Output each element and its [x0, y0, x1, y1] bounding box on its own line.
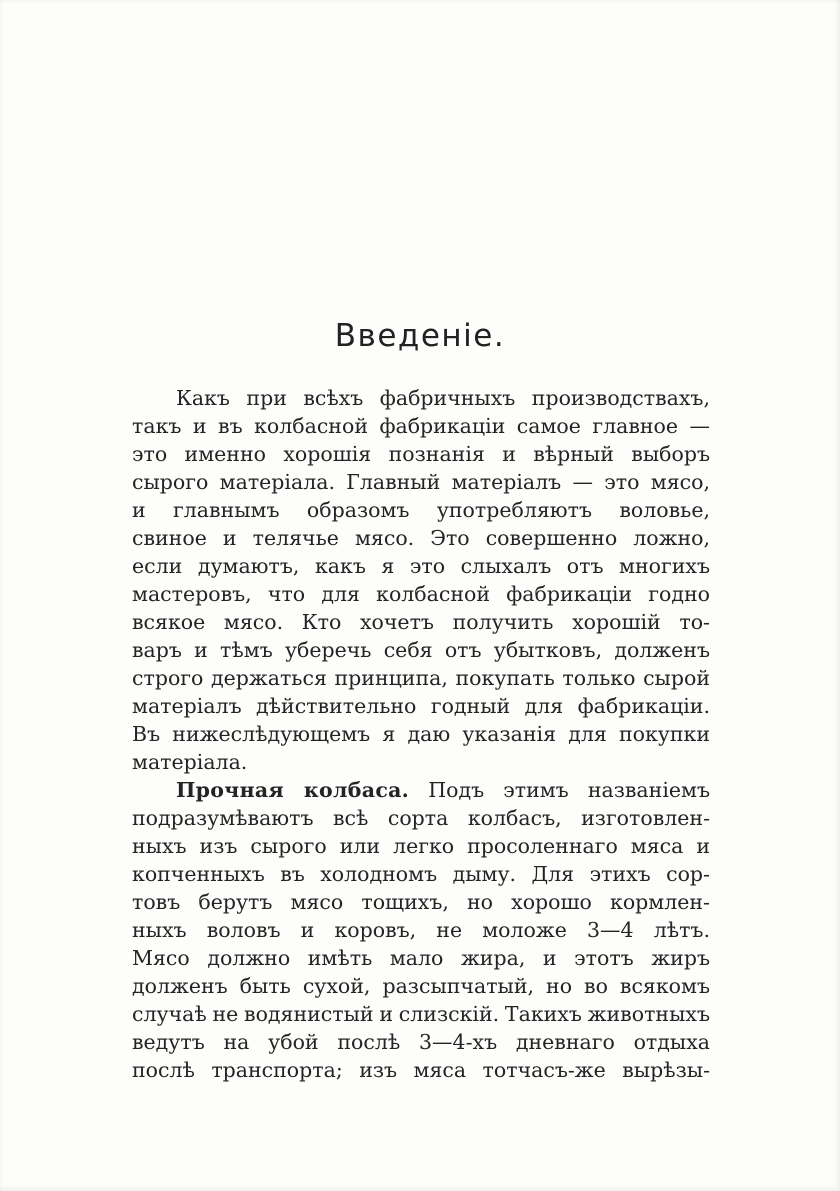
- text-line: если думаютъ, какъ я это слыхалъ отъ многихъ: [132, 554, 710, 578]
- text-line: и главнымъ образомъ употребляютъ воловье,: [132, 498, 710, 522]
- text-line: ныхъ изъ сырого или легко просоленнаго мяса и: [132, 834, 710, 858]
- text-line: ведутъ на убой послѣ 3—4-хъ дневнаго отдыха: [132, 1030, 710, 1054]
- paragraph-lead-rest: Подъ этимъ названіемъ: [428, 778, 710, 802]
- text-line: долженъ быть сухой, разсыпчатый, но во всякомъ: [132, 974, 710, 998]
- text-line: Въ нижеслѣдующемъ я даю указанія для покупки: [132, 722, 710, 746]
- text-line: Мясо должно имѣть мало жира, и этотъ жиръ: [132, 946, 710, 970]
- text-line: сырого матеріала. Главный матеріалъ — это мясо,: [132, 470, 710, 494]
- text-line: это именно хорошія познанія и вѣрный выборъ: [132, 442, 710, 466]
- text-line: мастеровъ, что для колбасной фабрикаціи годно: [132, 582, 710, 606]
- text-line: копченныхъ въ холодномъ дыму. Для этихъ сор-: [132, 862, 710, 886]
- text-line: [132, 776, 710, 804]
- text-line: всякое мясо. Кто хочетъ получить хорошій то-: [132, 610, 710, 634]
- text-line: Какъ при всѣхъ фабричныхъ производствахъ,: [176, 386, 710, 410]
- text-line: товъ берутъ мясо тощихъ, но хорошо кормлен-: [132, 890, 710, 914]
- paragraph-lead-bold: Прочная колбаса.: [176, 778, 410, 802]
- text-line: такъ и въ колбасной фабрикаціи самое главное —: [132, 414, 710, 438]
- text-line: случаѣ не водянистый и слизскій. Такихъ животныхъ: [132, 1002, 710, 1026]
- text-line: матеріалъ дѣйствительно годный для фабрикаціи.: [132, 694, 710, 718]
- page-title: Введеніе.: [334, 318, 506, 354]
- text-line: послѣ транспорта; изъ мяса тотчасъ-же вырѣзы-: [132, 1058, 710, 1082]
- text-line: варъ и тѣмъ уберечь себя отъ убытковъ, долженъ: [132, 638, 710, 662]
- text-line: подразумѣваютъ всѣ сорта колбасъ, изготовлен-: [132, 806, 710, 830]
- paragraph-intro: [132, 384, 710, 776]
- text-line: свиное и телячье мясо. Это совершенно ложно,: [132, 526, 710, 550]
- text-line: ныхъ воловъ и коровъ, не моложе 3—4 лѣтъ.: [132, 918, 710, 942]
- text-line: матеріала.: [132, 750, 248, 774]
- paragraph-prochnaya-kolbasa: [132, 776, 710, 1084]
- body-text: [132, 384, 710, 1084]
- text-line: строго держаться принципа, покупать только сырой: [132, 666, 710, 690]
